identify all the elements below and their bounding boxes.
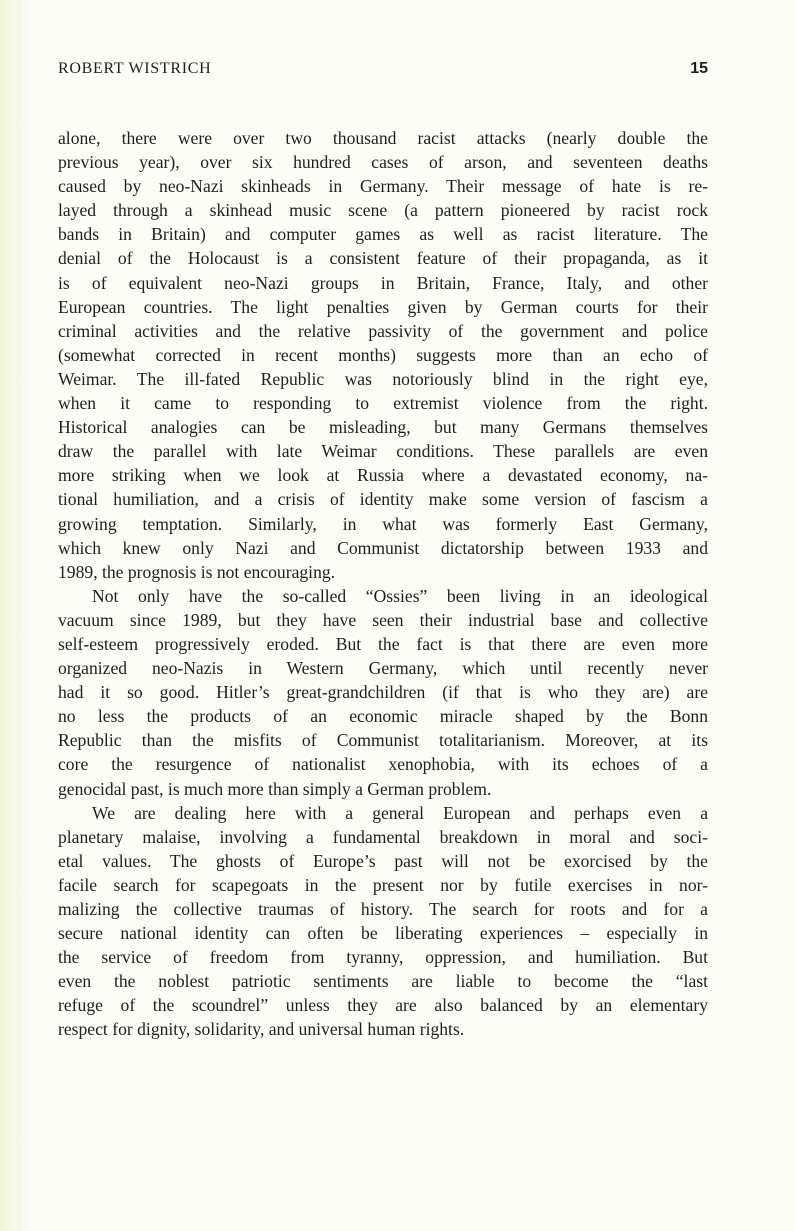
- running-head: [58, 60, 708, 84]
- text-line: growing temptation. Similarly, in what was formerly East Germany,: [58, 513, 708, 534]
- text-line: genocidal past, is much more than simply a German problem.: [58, 778, 492, 799]
- text-line: We are dealing here with a general European and perhaps even a: [92, 802, 708, 823]
- text-line: self-esteem progressively eroded. But the fact is that there are even more: [58, 633, 708, 654]
- text-line: criminal activities and the relative passivity of the government and police: [58, 320, 708, 341]
- text-line: which knew only Nazi and Communist dictatorship between 1933 and: [58, 537, 708, 558]
- text-line: European countries. The light penalties given by German courts for their: [58, 296, 708, 317]
- text-line: malizing the collective traumas of history. The search for roots and for a: [58, 899, 708, 919]
- text-line: facile search for scapegoats in the present nor by futile exercises in nor-: [58, 874, 708, 895]
- body-text: [58, 126, 708, 1042]
- text-line: denial of the Holocaust is a consistent feature of their propaganda, as it: [58, 248, 708, 269]
- text-line: vacuum since 1989, but they have seen their industrial base and collective: [58, 609, 708, 630]
- text-line: even the noblest patriotic sentiments are liable to become the “last: [58, 971, 708, 992]
- text-line: layed through a skinhead music scene (a pattern pioneered by racist rock: [58, 200, 708, 221]
- text-line: the service of freedom from tyranny, oppression, and humiliation. But: [58, 947, 708, 968]
- text-line: Republic than the misfits of Communist totalitarianism. Moreover, at its: [58, 730, 708, 751]
- text-line: Not only have the so-called “Ossies” been living in an ideological: [92, 585, 708, 606]
- running-head-author: ROBERT WISTRICH: [58, 60, 212, 77]
- text-line: Weimar. The ill-fated Republic was notoriously blind in the right eye,: [58, 368, 708, 389]
- text-line: Historical analogies can be misleading, but many Germans themselves: [58, 417, 708, 438]
- paragraph: [58, 801, 708, 1042]
- page-number: 15: [690, 60, 708, 77]
- text-line: is of equivalent neo-Nazi groups in Britain, France, Italy, and other: [58, 272, 708, 293]
- text-line: bands in Britain) and computer games as well as racist literature. The: [58, 224, 708, 245]
- text-line: previous year), over six hundred cases of arson, and seventeen deaths: [58, 152, 708, 173]
- text-line: alone, there were over two thousand racist attacks (nearly double the: [58, 128, 708, 148]
- text-line: had it so good. Hitler’s great-grandchildren (if that is who they are) are: [58, 682, 708, 703]
- text-line: caused by neo-Nazi skinheads in Germany. Their message of hate is re-: [58, 176, 708, 197]
- text-line: tional humiliation, and a crisis of identity make some version of fascism a: [58, 489, 708, 510]
- text-line: refuge of the scoundrel” unless they are also balanced by an elementary: [58, 995, 708, 1016]
- text-line: draw the parallel with late Weimar conditions. These parallels are even: [58, 441, 708, 462]
- text-line: secure national identity can often be liberating experiences – especially in: [58, 923, 708, 944]
- paragraph: [58, 584, 708, 801]
- text-line: respect for dignity, solidarity, and universal human rights.: [58, 1019, 465, 1040]
- text-line: (somewhat corrected in recent months) suggests more than an echo of: [58, 344, 708, 365]
- text-line: planetary malaise, involving a fundamental breakdown in moral and soci-: [58, 826, 708, 847]
- paragraph: [58, 126, 708, 584]
- text-line: core the resurgence of nationalist xenophobia, with its echoes of a: [58, 754, 708, 775]
- text-line: when it came to responding to extremist violence from the right.: [58, 393, 708, 414]
- text-line: organized neo-Nazis in Western Germany, which until recently never: [58, 658, 708, 679]
- page-edge-shading: [0, 0, 30, 1231]
- text-line: more striking when we look at Russia where a devastated economy, na-: [58, 465, 708, 486]
- text-line: 1989, the prognosis is not encouraging.: [58, 561, 336, 582]
- text-line: etal values. The ghosts of Europe’s past will not be exorcised by the: [58, 850, 708, 871]
- text-line: no less the products of an economic miracle shaped by the Bonn: [58, 706, 708, 727]
